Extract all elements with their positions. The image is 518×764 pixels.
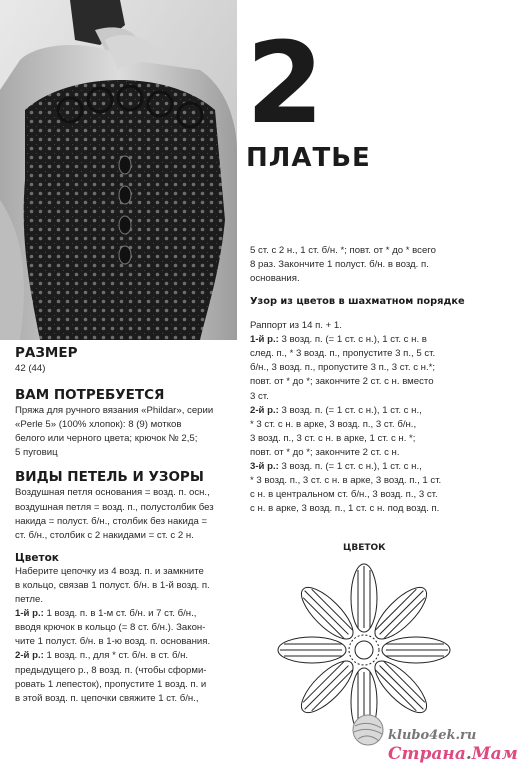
petals xyxy=(278,564,450,736)
r2-line: * 3 ст. с н. в арке, 3 возд. п., 3 ст. б/н., xyxy=(250,418,417,430)
flower-row2-line xyxy=(15,649,237,663)
flower-row2-line: ровать 1 лепесток), пропустите 1 возд. п. и xyxy=(15,678,207,690)
r3-line: с н. в арке, 3 возд. п., 1 ст. с н. под возд. п. xyxy=(250,503,440,515)
r3-line: с н. в центральном ст. б/н., 3 возд. п., 3 ст. xyxy=(250,489,438,501)
size-value: 42 (44) xyxy=(15,363,46,374)
stitches-line: накида = полуст. б/н., столбик без накида = xyxy=(15,515,208,527)
flower-line: в кольцо, связав 1 полуст. б/н. в 1-й возд. п. xyxy=(15,579,210,591)
diagram-label: ЦВЕТОК xyxy=(343,543,386,553)
r1-line: 3 ст. xyxy=(250,390,269,402)
flower-row1-line: чите 1 полуст. б/н. в 1-ю возд. п. основания. xyxy=(15,636,211,648)
cont-line: 5 ст. с 2 н., 1 ст. б/н. *; повт. от * до * всего xyxy=(250,245,436,256)
row-text: 3 возд. п. (= 1 ст. с н.), 1 ст. с н., xyxy=(278,461,422,473)
r3-line: * 3 возд. п., 3 ст. с н. в арке, 3 возд. п., 1 ст. xyxy=(250,475,442,487)
stitches-line: ст. б/н., столбик с 2 накидами = ст. с 2 н. xyxy=(15,529,194,541)
row-label: 1-й р.: xyxy=(250,334,279,346)
yarn-ball-icon xyxy=(350,712,386,748)
row-text: 3 возд. п. (= 1 ст. с н.), 1 ст. с н. в xyxy=(278,334,427,346)
right-column xyxy=(250,244,478,516)
watermark-word1: Страна xyxy=(388,744,466,764)
flower-row1-line xyxy=(15,607,237,621)
r1-line: след. п., * 3 возд. п., пропустите 3 п., 5 ст. xyxy=(250,348,436,360)
stitches-line: воздушная петля = возд. п., полустолбик без xyxy=(15,501,214,513)
row-label: 1-й р.: xyxy=(15,608,44,620)
r3-line xyxy=(250,460,478,474)
flower-row1-line: вводя крючок в кольцо (= 8 ст. б/н.). Закон- xyxy=(15,622,206,634)
flower-heading: Цветок xyxy=(15,551,59,564)
r2-line: повт. от * до *; закончите 2 ст. с н. xyxy=(250,446,400,458)
row-label: 2-й р.: xyxy=(250,404,279,416)
r1-line xyxy=(250,333,478,347)
watermark-word2: Мам xyxy=(471,744,518,764)
row-label: 3-й р.: xyxy=(250,461,279,473)
photo-model-back xyxy=(0,0,237,340)
materials-line: белого или черного цвета; крючок № 2,5; xyxy=(15,433,198,445)
row-text: 3 возд. п. (= 1 ст. с н.), 1 ст. с н., xyxy=(278,404,422,416)
flower-row2-line: предыдущего р., 8 возд. п. (чтобы сформи- xyxy=(15,664,207,676)
r2-line xyxy=(250,404,478,418)
r1-line: повт. от * до *; закончите 2 ст. с н. вместо xyxy=(250,376,434,388)
cont-line: основания. xyxy=(250,273,300,285)
photo-illustration xyxy=(0,0,237,340)
cont-line: 8 раз. Закончите 1 полуст. б/н. в возд. п. xyxy=(250,259,429,271)
r2-line: 3 возд. п., 3 ст. с н. в арке, 1 ст. с н. *; xyxy=(250,432,416,444)
watermark: klubo4ek.ru Страна.Мам xyxy=(388,728,518,764)
row-text: 1 возд. п. в 1-м ст. б/н. и 7 ст. б/н., xyxy=(43,608,197,620)
stitches-heading: ВИДЫ ПЕТЕЛЬ И УЗОРЫ xyxy=(15,469,204,486)
flower-line: Наберите цепочку из 4 возд. п. и замкните xyxy=(15,565,204,577)
materials-heading: ВАМ ПОТРЕБУЕТСЯ xyxy=(15,387,165,404)
materials-line: 5 пуговиц xyxy=(15,447,58,459)
left-column xyxy=(15,344,237,706)
flower-line: петле. xyxy=(15,594,43,606)
materials-line: Пряжа для ручного вязания «Phildar», серии xyxy=(15,405,214,417)
stitches-line: Воздушная петля основания = возд. п. осн., xyxy=(15,487,210,499)
flower-row2-line: в этой возд. п. цепочки свяжите 1 ст. б/н., xyxy=(15,692,199,704)
watermark-domain: klubo4ek.ru xyxy=(388,728,477,743)
pattern-number: 2 xyxy=(246,19,322,149)
materials-line: «Perle 5» (100% хлопок): 8 (9) мотков xyxy=(15,419,182,431)
page-title: ПЛАТЬЕ xyxy=(246,143,371,173)
size-heading: РАЗМЕР xyxy=(15,345,78,361)
pattern-heading: Узор из цветов в шахматном порядке xyxy=(250,296,465,308)
row-label: 2-й р.: xyxy=(15,650,44,662)
r1-line: б/н., 3 возд. п., пропустите 3 п., 3 ст. с н.*; xyxy=(250,362,436,374)
center-ring xyxy=(355,641,373,659)
rapport-line: Раппорт из 14 п. + 1. xyxy=(250,320,342,332)
row-text: 1 возд. п., для * ст. б/н. в ст. б/н. xyxy=(43,650,189,662)
